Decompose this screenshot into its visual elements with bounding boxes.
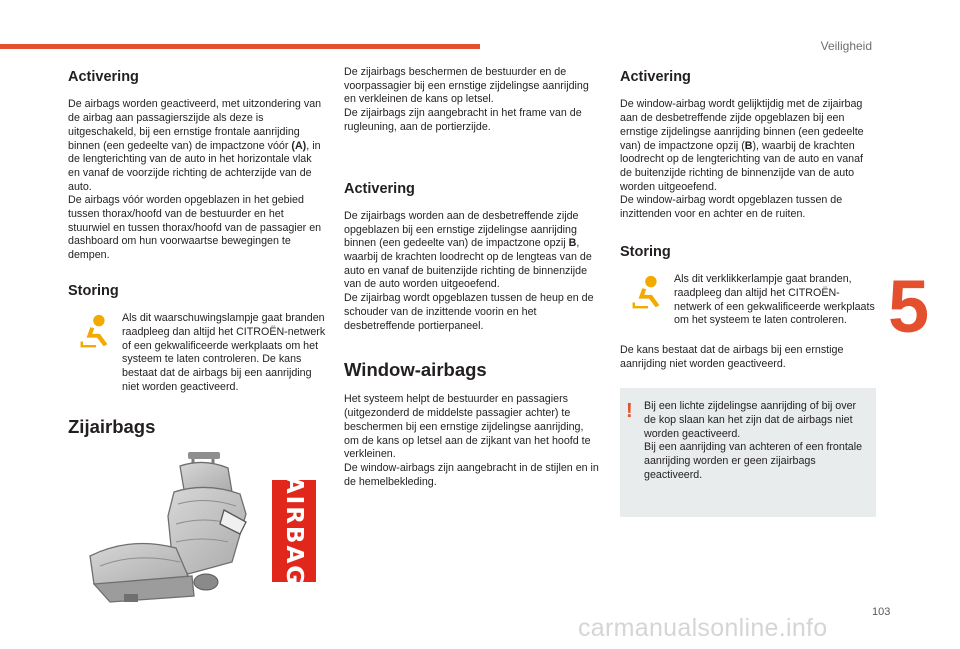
watermark: carmanualsonline.info xyxy=(578,614,828,642)
heading-activering-side: Activering xyxy=(344,180,415,197)
exclamation-icon: ! xyxy=(626,400,633,423)
notice-box xyxy=(620,388,876,516)
airbag-warning-lamp-icon xyxy=(630,273,668,311)
warning-block-window xyxy=(620,273,876,328)
paragraph-storing-front: Als dit waarschuwingslampje gaat branden raadpleeg dan altijd het CITROËN-netwerk of een gekwalificeerde werkplaats om het systeem te laten controleren. De kans bestaat dat de airbags bij een aanrijding niet worden geactiveerd. xyxy=(122,312,326,393)
warning-block-front xyxy=(68,312,326,394)
header-accent-bar xyxy=(0,44,480,49)
heading-activering-window: Activering xyxy=(620,69,691,85)
heading-window-airbags: Window-airbags xyxy=(344,359,487,381)
paragraph-storing-window: Als dit verklikkerlampje gaat branden, raadpleeg dan altijd het CITROËN-netwerk of een gekwalificeerde werkplaats om het systeem te laten controleren. xyxy=(674,273,875,327)
heading-storing-front: Storing xyxy=(68,282,119,299)
page-number: 103 xyxy=(872,606,891,618)
paragraph-activering-front: De airbags worden geactiveerd, met uitzondering van de airbag aan passagierszijde als deze is uitgeschakeld, bij een ernstige frontale aanrijding binnen (een gedeelte van) de impactzone vóór (A), in de lengterichting van de auto in het horizontale vlak en vanaf de voorzijde richting de achterzijde van de auto. De airbags vóór worden opgeblazen in het gebied tussen thorax/hoofd van de bestuurder en het stuurwiel en tussen thorax/hoofd van de passagier en dashboard om hun voorwaartse bewegingen te dempen. xyxy=(68,98,322,262)
paragraph-notice: Bij een lichte zijdelingse aanrijding of bij over de kop slaan kan het zijn dat de airbags niet worden geactiveerd. Bij een aanrijding van achteren of een frontale aanrijding worden er geen zijairbags geactiveerd. xyxy=(644,400,863,481)
paragraph-kans-window: De kans bestaat dat de airbags bij een ernstige aanrijding niet worden geactiveerd. xyxy=(620,343,844,370)
heading-storing-window: Storing xyxy=(620,243,671,260)
paragraph-window-airbags: Het systeem helpt de bestuurder en passagiers (uitgezonderd de middelste passagier achter) te beschermen bij een ernstige zijdelingse aanrijding, om de kans op letsel aan de zijkant van het hoofd te verkleinen. De window-airbags zijn aangebracht in de stijlen en in de hemelbekleding. xyxy=(344,393,599,488)
airbag-label: AIRBAG xyxy=(272,480,316,582)
middle-column xyxy=(344,66,600,489)
airbag-warning-lamp-icon xyxy=(78,312,116,350)
paragraph-activering-window: De window-airbag wordt gelijktijdig met de zijairbag aan de desbetreffende zijde opgeblazen bij een ernstige zijdelingse aanrijding binnen (een gedeelte van) de impactzone opzij (B), waarbij de krachten loodrecht op de lengterichting van de auto en vanaf de buitenzijde richting de binnenzijde van de auto worden uitgeoefend. De window-airbag wordt opgeblazen tussen de inzittenden voor en achter en de ruiten. xyxy=(620,98,864,221)
section-title: Veiligheid xyxy=(820,39,872,53)
left-column xyxy=(68,66,326,451)
chapter-number: 5 xyxy=(888,265,930,348)
heading-zijairbags: Zijairbags xyxy=(68,416,156,438)
paragraph-activering-side: De zijairbags worden aan de desbetreffende zijde opgeblazen bij een ernstige zijdelingse aanrijding binnen (een gedeelte van) de impactzone opzij B, waarbij de krachten loodrecht op de lengteas van de auto en vanaf de buitenzijde richting de binnenzijde van de auto worden uitgeoefend. De zijairbag wordt opgeblazen tussen de heup en de schouder van de inzittende voorin en het desbetreffende portierpaneel. xyxy=(344,209,594,332)
seat-icon xyxy=(80,452,270,608)
side-airbag-illustration xyxy=(80,452,320,608)
heading-activering-front: Activering xyxy=(68,69,139,85)
right-column xyxy=(620,66,876,517)
paragraph-side-airbag-intro: De zijairbags beschermen de bestuurder en de voorpassagier bij een ernstige zijdelingse aanrijding en verkleinen de kans op letsel. De zijairbags zijn aangebracht in het frame van de rugleuning, aan de portierzijde. xyxy=(344,66,589,133)
